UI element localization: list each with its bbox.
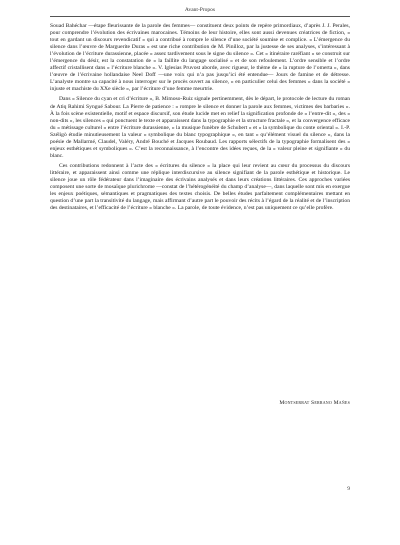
running-head: Avant-Propos <box>184 7 216 13</box>
paragraph: Souad Bahéchar —étape fleurissante de la parole des femmes— constituent deux points de repère primordiaux, d’après J. J. Perales, pour comprendre l’évolution des écrivaines marocaines. Témoins de leur histoire, elles sont aussi devenues créatrices de fiction, « tout en gardant un discours revendicatif » qui a contribué à rompre le silence d’une société soumise et complice. « L’émergence du silence dans l’œuvre de Marguerite Duras » est une riche contribution de M. Pinilloz, par la justesse de ses analyses, s’intéressant à l’évolution de l’écriture durassienne, placée « assez tardivement sous le signe du silence ». Cet « itinéraire raréfiant » se construit sur l’émergence du désir, est la constatation de « la faillite du langage socialisé » et de son refoulement. L’ordre sensible et l’ordre affectif cristallisent dans « l’écriture blanche ». V. Iglesias Pruvost aborde, avec rigueur, le thème de « la rupture de l’omerta », dans l’œuvre de l’écrivaine hollandaise Neel Doff —une voix qui n’a pas jusqu’ici été entendue— Jours de famine et de détresse. L’analyste montre sa capacité à nous interroger sur le procès ouvert au silence, « en particulier celui des femmes » dans la société « injuste et machiste du XXe siècle », par l’écriture d’une femme meurtrie. <box>50 23 350 93</box>
body-text <box>50 23 350 212</box>
page-number: 9 <box>347 486 350 492</box>
paragraph: Ces contributions redonnent à l’acte des « écritures du silence » la place qui leur revient au cœur du processus du discours littéraire, et apparaissent ainsi comme une réplique interdiscursive au silence signifiant de la parole esthétique et historique. Le silence joue un rôle fédérateur dans l’imaginaire des écrivains analysés et dans leurs créations littéraires. Ces approches variées composent une sorte de mosaïque plurichrome —constat de l’hétérogénéité du champ d’analyse—, dans laquelle sont mis en exergue les enjeux poétiques, sémantiques et pragmatiques des textes choisis. De belles études parfaitement complémentaires mettant en question d’une part la transitivité du langage, mais affirmant d’autre part le pouvoir des récits à l’égard de la réalité et de l’inscription des destinataires, et l’efficacité de l’écriture « blanche ». La parole, de toute évidence, n’est pas uniquement ce qu’elle profère. <box>50 162 350 212</box>
paragraph: Dans « Silence du cyan et cri d’écriture », B. Mimoso-Ruiz signale pertinemment, dès le départ, le protocole de lecture du roman de Atiq Rahimi Syngué Sabour. La Pierre de patience : « rompre le silence et donner la parole aux femmes, victimes des barbaries ». À la fois scène existentielle, motif et espace discursif, son étude lucide met en relief la signification profonde de « l’entre-dit », des « non-dits », les silences « qui ponctuent le texte et apparaissent dans la typographie et la structure fractale », et la convergence efficace du « métissage culturel » entre l’écriture durassienne, « la musique funèbre de Schubert » et « la symbolique du conte oriental ». I.-P. Széligò étudie minutieusement la valeur « symbolique du blanc typographique », en tant « qu’élément visuel du silence », dans la poésie de Mallarmé, Claudel, Valéry, André Bouché et Jacques Roubaud. Les rapports sélectifs de la typographie formalisent des « enjeux esthétiques et symboliques ». C’est la reconnaissance, à l’encontre des idées reçues, de la « valeur pleine et signifiante » du blanc. <box>50 96 350 159</box>
header-rule <box>50 16 350 17</box>
author-signature: Montserrat Serrano Mañes <box>279 400 350 406</box>
